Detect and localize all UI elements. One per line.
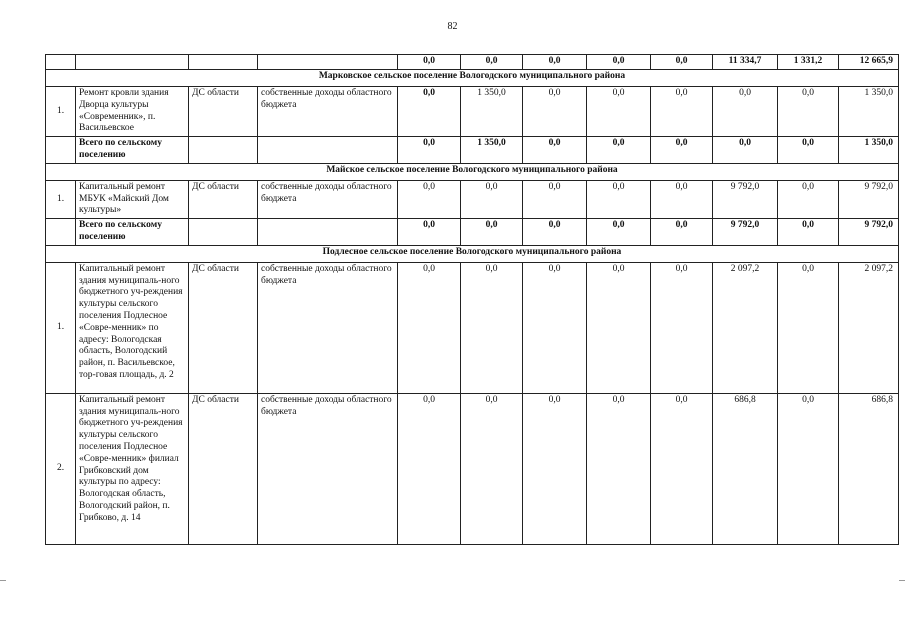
section-title: Подлесное сельское поселение Вологодского муниципального района — [46, 245, 899, 262]
section-header-row — [46, 163, 899, 180]
source-cell: собственные доходы областного бюджета — [258, 393, 398, 544]
row-index: 1. — [46, 180, 76, 218]
table-row — [46, 393, 899, 544]
budget-table — [45, 54, 899, 545]
value-cell: 0,0 — [651, 180, 713, 218]
row-index: 1. — [46, 87, 76, 137]
value-cell: 0,0 — [778, 180, 839, 218]
section-header-row — [46, 70, 899, 87]
value-cell: 0,0 — [778, 393, 839, 544]
object-name: Капитальный ремонт МБУК «Майский Дом культуры» — [76, 180, 189, 218]
value-cell: 9 792,0 — [839, 180, 899, 218]
source-cell: собственные доходы областного бюджета — [258, 262, 398, 393]
total-label: Всего по сельскому поселению — [76, 219, 189, 246]
value-cell: 0,0 — [523, 55, 587, 70]
value-cell: 0,0 — [713, 137, 778, 164]
value-cell: 0,0 — [461, 219, 523, 246]
row-index: 2. — [46, 393, 76, 544]
source-cell: собственные доходы областного бюджета — [258, 180, 398, 218]
value-cell: 0,0 — [398, 55, 461, 70]
value-cell: 0,0 — [523, 393, 587, 544]
value-cell: 0,0 — [523, 87, 587, 137]
section-title: Марковское сельское поселение Вологодского муниципального района — [46, 70, 899, 87]
value-cell: 0,0 — [523, 180, 587, 218]
fund-cell: ДС области — [189, 87, 258, 137]
value-cell: 0,0 — [651, 262, 713, 393]
row-index: 1. — [46, 262, 76, 393]
blank-cell — [189, 55, 258, 70]
blank-cell — [46, 219, 76, 246]
value-cell: 0,0 — [587, 137, 651, 164]
page-edge-mark — [0, 580, 6, 581]
value-cell: 0,0 — [587, 55, 651, 70]
carried-total-row — [46, 55, 899, 70]
value-cell: 1 350,0 — [839, 137, 899, 164]
value-cell: 9 792,0 — [713, 219, 778, 246]
value-cell: 0,0 — [398, 87, 461, 137]
value-cell: 0,0 — [778, 137, 839, 164]
blank-cell — [189, 219, 258, 246]
object-name: Ремонт кровли здания Дворца культуры «Современник», п. Васильевское — [76, 87, 189, 137]
blank-cell — [258, 219, 398, 246]
blank-cell — [76, 55, 189, 70]
value-cell: 0,0 — [398, 393, 461, 544]
value-cell: 0,0 — [523, 262, 587, 393]
value-cell: 0,0 — [398, 180, 461, 218]
value-cell: 0,0 — [523, 219, 587, 246]
total-label: Всего по сельскому поселению — [76, 137, 189, 164]
value-cell: 0,0 — [398, 137, 461, 164]
value-cell: 12 665,9 — [839, 55, 899, 70]
page-number: 82 — [447, 21, 458, 32]
value-cell: 0,0 — [461, 55, 523, 70]
section-header-row — [46, 245, 899, 262]
value-cell: 0,0 — [461, 180, 523, 218]
blank-cell — [46, 55, 76, 70]
value-cell: 0,0 — [587, 219, 651, 246]
page-edge-mark — [899, 580, 905, 581]
value-cell: 1 350,0 — [839, 87, 899, 137]
value-cell: 0,0 — [651, 137, 713, 164]
table-row — [46, 180, 899, 218]
value-cell: 9 792,0 — [839, 219, 899, 246]
fund-cell: ДС области — [189, 393, 258, 544]
value-cell: 0,0 — [651, 55, 713, 70]
section-title: Майское сельское поселение Вологодского муниципального района — [46, 163, 899, 180]
value-cell: 0,0 — [398, 219, 461, 246]
fund-cell: ДС области — [189, 180, 258, 218]
value-cell: 0,0 — [461, 393, 523, 544]
object-name: Капитальный ремонт здания муниципаль-ного бюджетного уч-реждения культуры сельского поселения Подлесное «Совре-менник» по адресу: Вологодская область, Вологодский район, п. Васильевское, тор-говая площадь, д. 2 — [76, 262, 189, 393]
value-cell: 11 334,7 — [713, 55, 778, 70]
source-cell: собственные доходы областного бюджета — [258, 87, 398, 137]
blank-cell — [258, 55, 398, 70]
value-cell: 0,0 — [778, 262, 839, 393]
value-cell: 1 350,0 — [461, 87, 523, 137]
blank-cell — [258, 137, 398, 164]
value-cell: 0,0 — [651, 393, 713, 544]
value-cell: 0,0 — [587, 393, 651, 544]
section-total-row — [46, 219, 899, 246]
fund-cell: ДС области — [189, 262, 258, 393]
value-cell: 0,0 — [778, 87, 839, 137]
value-cell: 0,0 — [461, 262, 523, 393]
section-total-row — [46, 137, 899, 164]
value-cell: 9 792,0 — [713, 180, 778, 218]
value-cell: 0,0 — [587, 180, 651, 218]
value-cell: 1 331,2 — [778, 55, 839, 70]
blank-cell — [189, 137, 258, 164]
value-cell: 0,0 — [398, 262, 461, 393]
table-row — [46, 87, 899, 137]
value-cell: 0,0 — [523, 137, 587, 164]
value-cell: 2 097,2 — [839, 262, 899, 393]
blank-cell — [46, 137, 76, 164]
value-cell: 0,0 — [651, 219, 713, 246]
object-name: Капитальный ремонт здания муниципаль-ного бюджетного уч-реждения культуры сельского поселения Подлесное «Совре-менник» филиал Грибковский дом культуры по адресу: Вологодская область, Вологодский район, п. Грибково, д. 14 — [76, 393, 189, 544]
value-cell: 0,0 — [587, 262, 651, 393]
value-cell: 0,0 — [651, 87, 713, 137]
value-cell: 686,8 — [839, 393, 899, 544]
table-row — [46, 262, 899, 393]
value-cell: 0,0 — [587, 87, 651, 137]
value-cell: 0,0 — [778, 219, 839, 246]
value-cell: 1 350,0 — [461, 137, 523, 164]
value-cell: 2 097,2 — [713, 262, 778, 393]
value-cell: 0,0 — [713, 87, 778, 137]
value-cell: 686,8 — [713, 393, 778, 544]
